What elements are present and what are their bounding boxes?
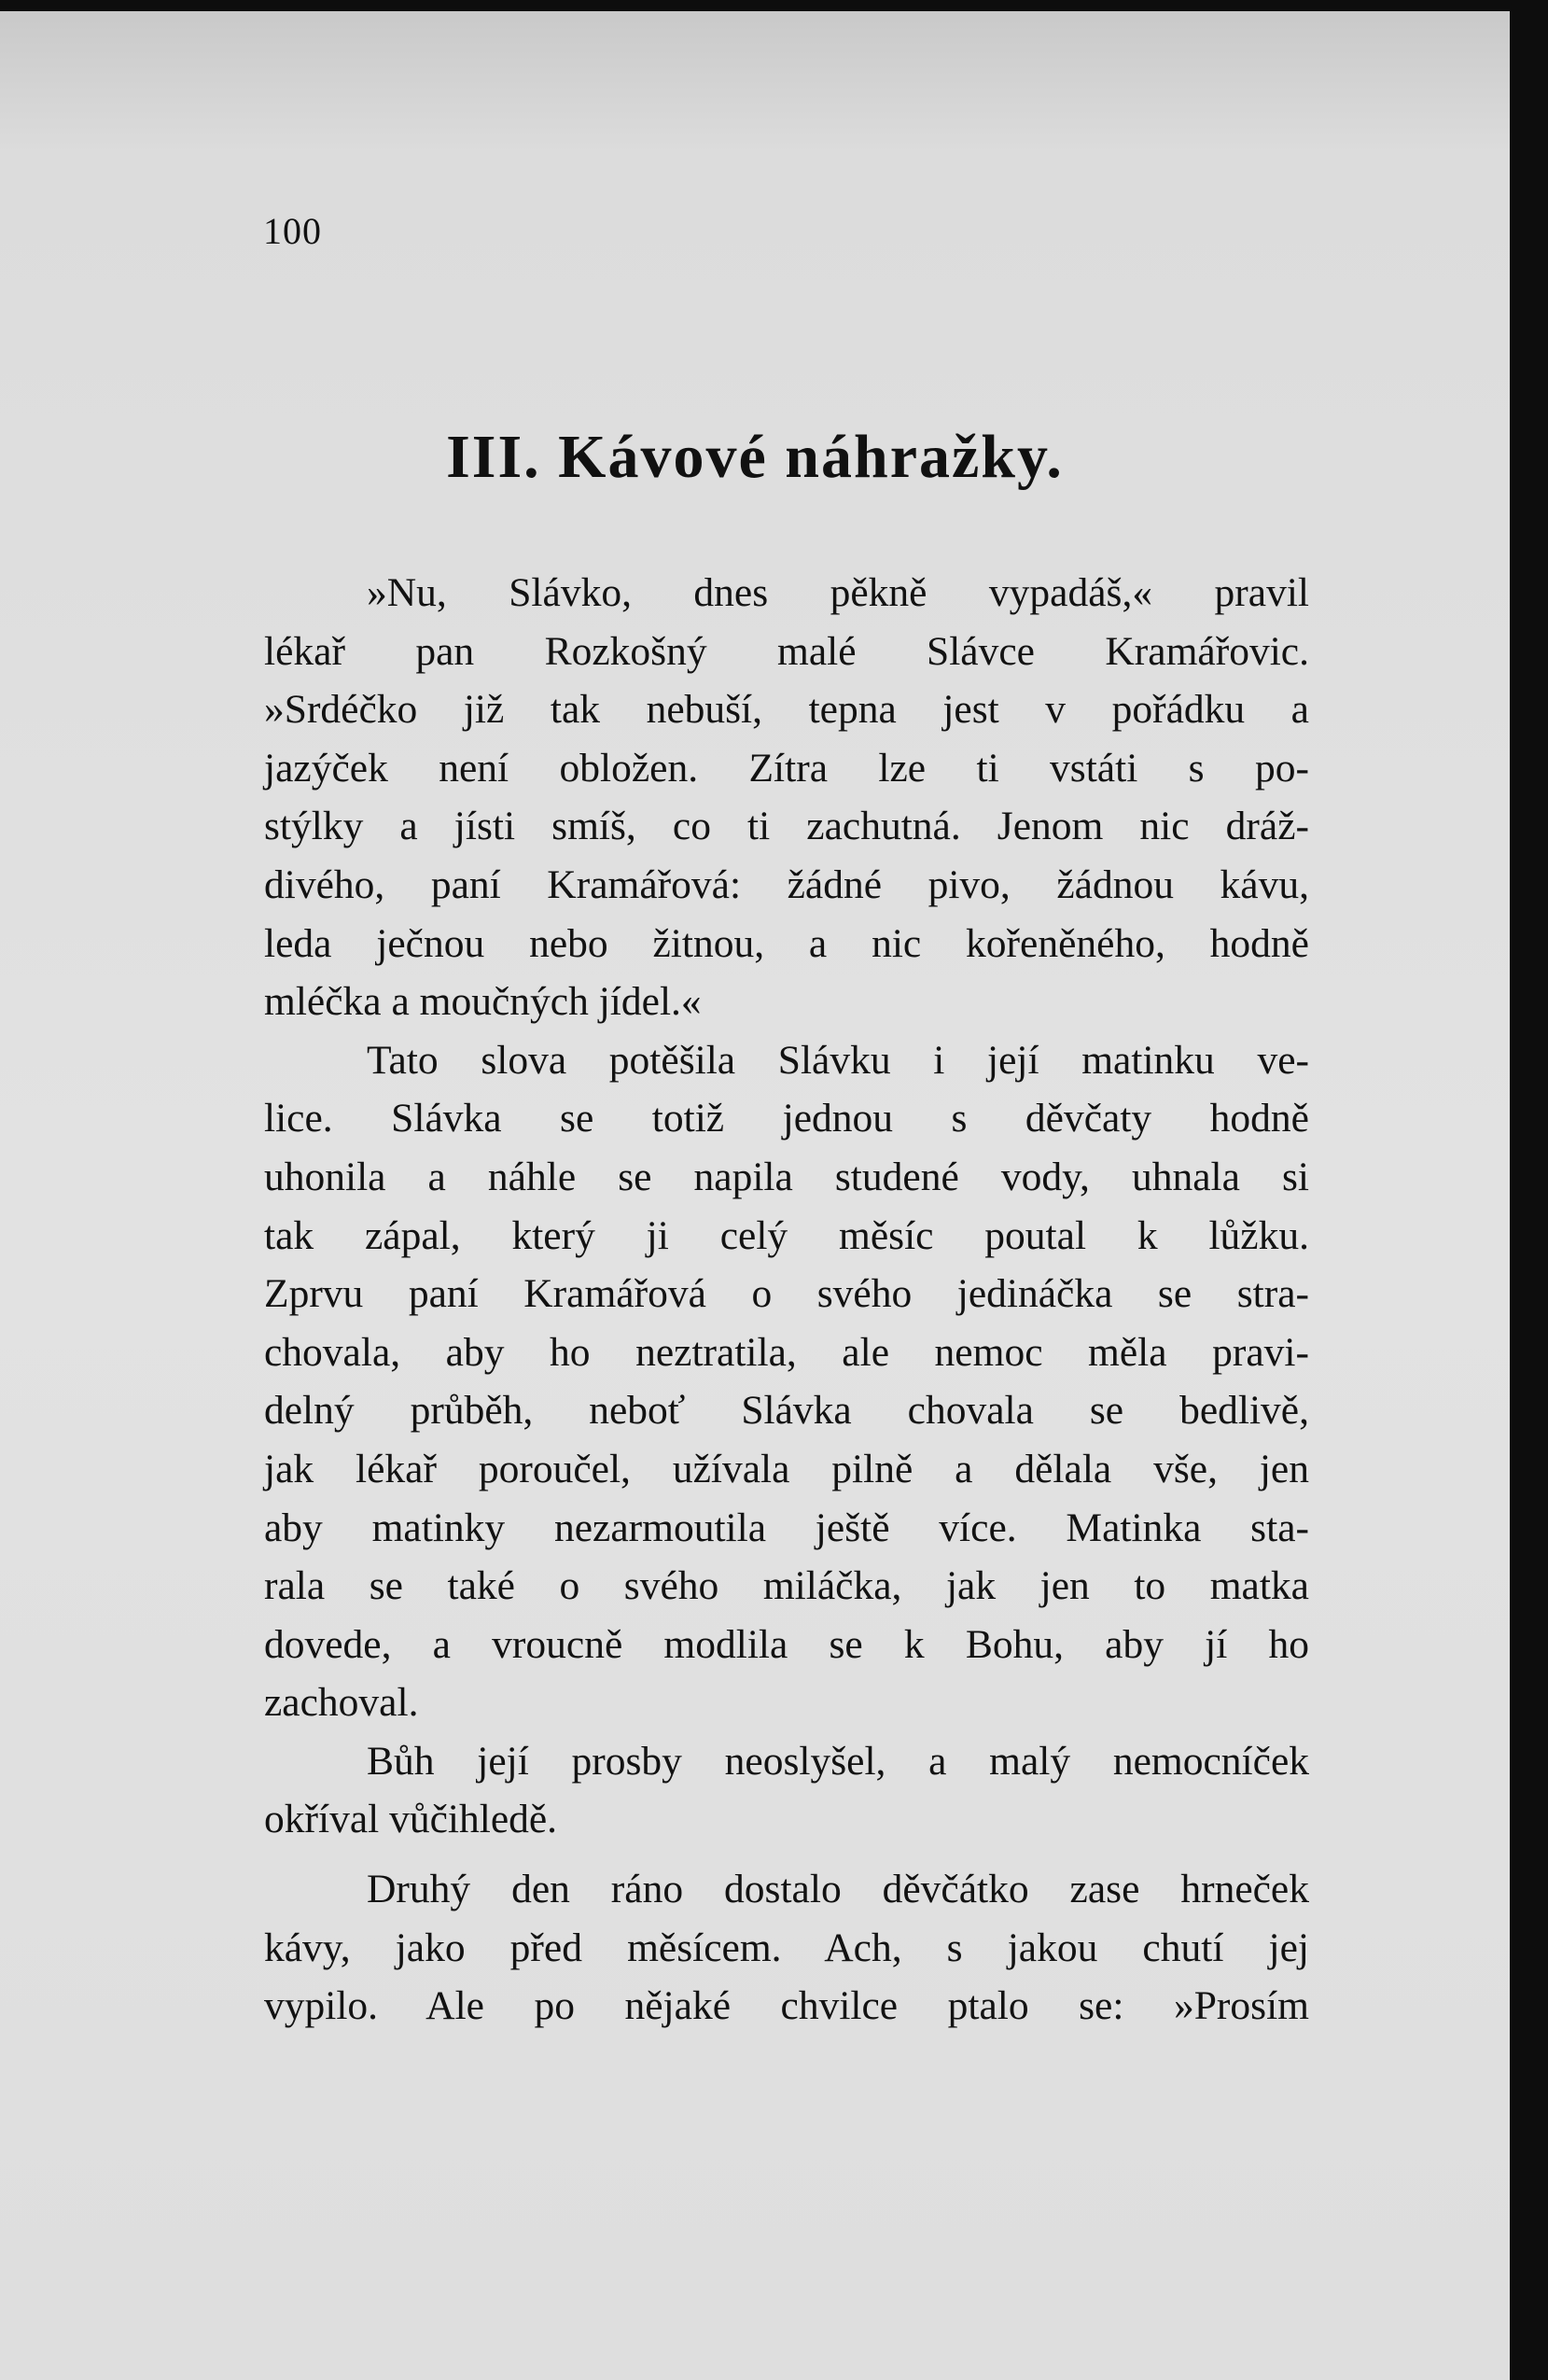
text-line: leda ječnou nebo žitnou, a nic kořeněného, hodně [264,920,1309,966]
text-line: Tato slova potěšila Slávku i její matinku ve- [367,1037,1309,1083]
text-line: tak zápal, který ji celý měsíc poutal k lůžku. [264,1212,1309,1258]
text-line: dovede, a vroucně modlila se k Bohu, aby jí ho [264,1621,1309,1667]
text-line: lékař pan Rozkošný malé Slávce Kramářovic. [264,628,1309,674]
text-line: aby matinky nezarmoutila ještě více. Matinka sta- [264,1505,1309,1550]
text-line: vypilo. Ale po nějaké chvilce ptalo se: »Prosím [264,1983,1309,2029]
text-line: lice. Slávka se totiž jednou s děvčaty hodně [264,1096,1309,1141]
text-line: jak lékař poroučel, užívala pilně a dělala vše, jen [264,1446,1309,1491]
paragraph-gap [264,1849,1309,1860]
text-line: uhonila a náhle se napila studené vody, uhnala si [264,1154,1309,1199]
text-line: »Nu, Slávko, dnes pěkně vypadáš,« pravil [367,570,1309,615]
text-line: mléčka a moučných jídel.« [264,979,702,1025]
text-line: Druhý den ráno dostalo děvčátko zase hrneček [367,1867,1309,1912]
chapter-title: III. Kávové náhražky. [446,423,1064,491]
text-line: delný průběh, neboť Slávka chovala se bedlivě, [264,1388,1309,1434]
text-line: zachoval. [264,1680,419,1726]
text-line: chovala, aby ho neztratila, ale nemoc měla pravi- [264,1329,1309,1375]
text-line: stýlky a jísti smíš, co ti zachutná. Jenom nic dráž- [264,804,1309,849]
page-number: 100 [263,210,322,252]
body-text [264,564,1309,2036]
book-page [0,11,1510,2380]
text-line: rala se také o svého miláčka, jak jen to matka [264,1563,1309,1609]
text-line: »Srdéčko již tak nebuší, tepna jest v pořádku a [264,687,1309,733]
text-line: Bůh její prosby neoslyšel, a malý nemocníček [367,1738,1309,1784]
text-line: Zprvu paní Kramářová o svého jedináčka se stra- [264,1271,1309,1317]
text-line: kávy, jako před měsícem. Ach, s jakou chutí jej [264,1925,1309,1970]
text-line: jazýček není obložen. Zítra lze ti vstáti s po- [264,745,1309,791]
text-line: divého, paní Kramářová: žádné pivo, žádnou kávu, [264,861,1309,907]
text-line: okříval vůčihledě. [264,1797,558,1842]
